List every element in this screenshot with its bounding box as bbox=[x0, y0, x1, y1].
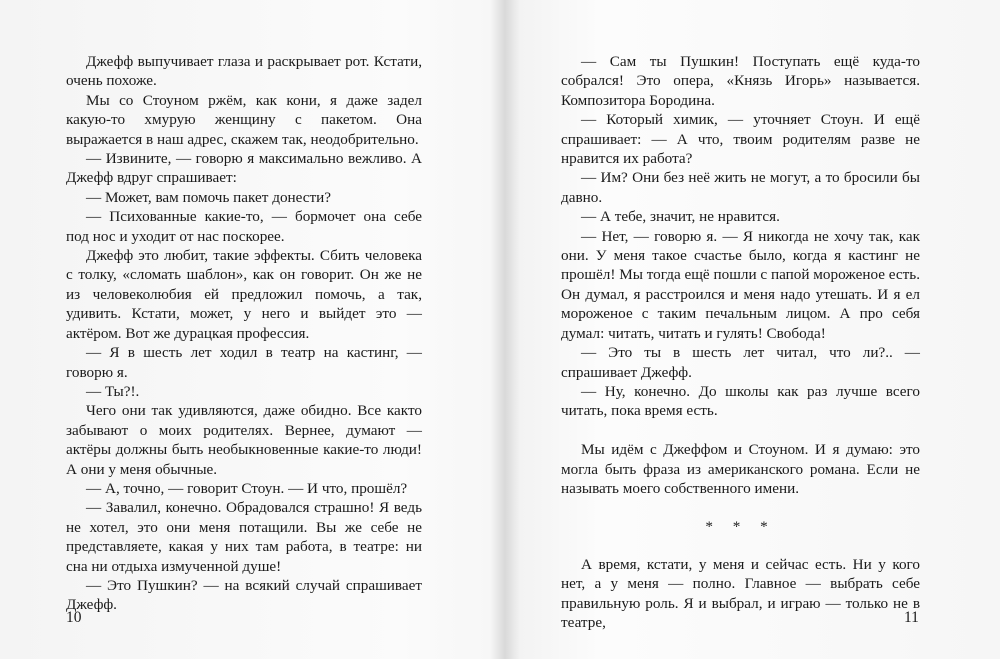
right-page bbox=[561, 52, 920, 632]
page-number-left: 10 bbox=[66, 609, 82, 626]
left-paragraph-4: — Может, вам помочь пакет донести? bbox=[86, 188, 332, 206]
right-paragraph-after-gap: Мы идём с Джеффом и Стоуном. И я думаю: это могла быть фраза из американского романа. Если не называть моего собственного имени. bbox=[561, 441, 920, 497]
left-paragraph-8: — Ты?!. bbox=[86, 382, 140, 400]
right-paragraph-4: — А тебе, значит, не нравится. bbox=[581, 208, 780, 226]
left-paragraph-6: Джефф это любит, такие эффекты. Сбить человека с толку, «сломать шаблон», как он говорит. Он же не из человеколюбия ей предложил помочь, а так, удивить. Кстати, может, у него и выйдет это — актёром. Вот же дурацкая профессия. bbox=[66, 247, 422, 342]
left-paragraph-11: — Завалил, конечно. Обрадовался страшно! Я ведь не хотел, это они меня потащили. Вы же себе не представляете, какая у них там работа, в театре: ни сна ни отдыха измученной душе! bbox=[66, 499, 422, 575]
page-number-right: 11 bbox=[904, 609, 919, 626]
left-paragraph-12: — Это Пушкин? — на всякий случай спрашивает Джефф. bbox=[66, 576, 422, 614]
left-page bbox=[66, 52, 422, 615]
left-paragraph-9: Чего они так удивляются, даже обидно. Все както забывают о моих родителях. Вернее, думают — актёры должны быть необыкновенные какие-то люди! А они у меня обычные. bbox=[66, 402, 422, 478]
right-paragraph-6: — Это ты в шесть лет читал, что ли?.. — спрашивает Джефф. bbox=[561, 344, 920, 381]
left-paragraph-3: — Извините, — говорю я максимально вежливо. А Джефф вдруг спрашивает: bbox=[66, 150, 422, 187]
right-paragraph-7: — Ну, конечно. До школы как раз лучше всего читать, пока время есть. bbox=[561, 382, 920, 420]
left-paragraph-5: — Психованные какие-то, — бормочет она себе под нос и уходит от нас поскорее. bbox=[66, 208, 422, 245]
right-paragraph-after-separator: А время, кстати, у меня и сейчас есть. Ни у кого нет, а у меня — полно. Главное — выбрать себе правильную роль. Я и выбрал, и играю — только не в театре, bbox=[561, 555, 920, 631]
right-paragraph-3: — Им? Они без неё жить не могут, а то бросили бы давно. bbox=[561, 169, 920, 206]
left-paragraph-7: — Я в шесть лет ходил в театр на кастинг, — говорю я. bbox=[66, 344, 422, 381]
section-separator: * * * bbox=[705, 518, 776, 536]
right-paragraph-1: — Сам ты Пушкин! Поступать ещё куда-то собрался! Это опера, «Князь Игорь» называется. Композитора Бородина. bbox=[561, 53, 920, 109]
right-paragraph-5: — Нет, — говорю я. — Я никогда не хочу так, как они. У меня такое счастье было, когда я кастинг не прошёл! Мы тогда ещё пошли с папой мороженое есть. Он думал, я расстроился и меня надо утешать. И я ел мороженое с таким печальным лицом. А про себя думал: читать, читать и гулять! Свобода! bbox=[561, 227, 920, 342]
left-paragraph-2: Мы со Стоуном ржём, как кони, я даже задел какую-то хмурую женщину с пакетом. Она выражается в наш адрес, скажем так, неодобрительно. bbox=[66, 91, 422, 148]
left-paragraph-10: — А, точно, — говорит Стоун. — И что, прошёл? bbox=[86, 479, 408, 497]
right-paragraph-2: — Который химик, — уточняет Стоун. И ещё спрашивает: — А что, твоим родителям разве не нравится их работа? bbox=[561, 111, 920, 168]
left-paragraph-1: Джефф выпучивает глаза и раскрывает рот. Кстати, очень похоже. bbox=[66, 53, 422, 90]
